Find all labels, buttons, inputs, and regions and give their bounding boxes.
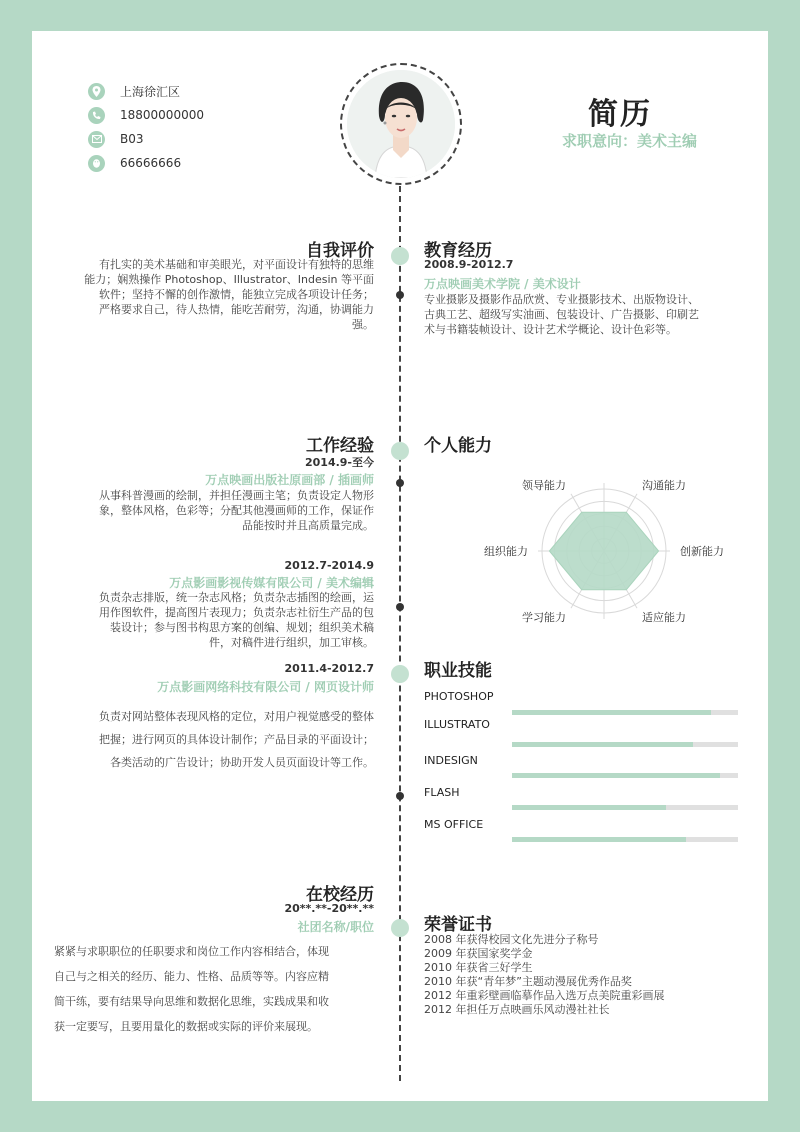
email-icon <box>88 131 105 148</box>
campus-date: 20**.**-20**.** <box>284 902 374 915</box>
avatar-frame <box>340 63 462 185</box>
job-description: 负责杂志排版，统一杂志风格；负责杂志插图的绘画，运 用作图软件，提高图片表现力；负责杂志社衍生产品的包 装设计；参与图书构思方案的创编、规划；组织美术稿 件，对稿件进行组织，加工审核。 <box>99 591 374 649</box>
radar-axis-label: 适应能力 <box>642 610 686 624</box>
abilities-heading: 个人能力 <box>424 436 492 456</box>
location-text: 上海徐汇区 <box>120 84 181 99</box>
honor-item: 2008 年获得校园文化先进分子称号 <box>424 933 599 946</box>
timeline-node <box>391 919 409 937</box>
campus-description: 紧紧与求职职位的任职要求和岗位工作内容相结合，体现 自己与之相关的经历、能力、性格、品质等等。内容应精 简干练，要有结果导向思维和数据化思维，实践成果和收 获一定要写，且要用量化的数据或实际的评价来展现。 <box>54 945 329 1033</box>
work-heading: 工作经验 <box>306 436 374 456</box>
avatar <box>347 70 455 178</box>
radar-axis-label: 创新能力 <box>680 545 724 558</box>
skill-bar <box>512 805 738 810</box>
honor-item: 2012 年重彩壁画临摹作品入选万点美院重彩画展 <box>424 989 665 1002</box>
skill-name: FLASH <box>424 786 460 799</box>
self-evaluation-heading: 自我评价 <box>306 241 374 261</box>
skill-bar <box>512 837 738 842</box>
timeline-node <box>391 247 409 265</box>
skill-bar-fill <box>512 805 666 810</box>
education-date: 2008.9-2012.7 <box>424 258 514 271</box>
timeline-dot <box>396 792 404 800</box>
skill-name: PHOTOSHOP <box>424 690 494 703</box>
skill-bar <box>512 773 738 778</box>
qq-text: 66666666 <box>120 156 182 170</box>
skill-bar-fill <box>512 710 711 715</box>
timeline-dot <box>396 291 404 299</box>
radar-axis-label: 学习能力 <box>522 610 566 624</box>
job-description: 负责对网站整体表现风格的定位，对用户视觉感受的整体 把握；进行网页的具体设计制作；产品目录的平面设计； 各类活动的广告设计；协助开发人员页面设计等工作。 <box>99 710 374 769</box>
resume-page <box>32 31 768 1101</box>
location-pin-icon <box>88 83 105 100</box>
contact-location <box>88 81 180 101</box>
education-courses: 专业摄影及摄影作品欣赏、专业摄影技术、出版物设计、 古典工艺、超级写实油画、包装设计、广告摄影、印刷艺 术与书籍装帧设计、设计艺术学概论、设计色彩等。 <box>424 293 699 336</box>
job-description: 从事科普漫画的绘制，并担任漫画主笔；负责设定人物形 象，整体风格，色彩等；分配其他漫画师的工作，保证作 品能按时并且高质量完成。 <box>99 489 374 532</box>
skill-bar-fill <box>512 837 686 842</box>
page-title: 简历 <box>588 97 652 132</box>
honor-item: 2009 年获国家奖学金 <box>424 947 533 960</box>
radar-axis-label: 沟通能力 <box>642 479 686 493</box>
phone-text: 18800000000 <box>120 108 204 122</box>
honor-item: 2010 年获“青年梦”主题动漫展优秀作品奖 <box>424 975 632 988</box>
skill-name: MS OFFICE <box>424 818 484 831</box>
skill-bar-fill <box>512 773 720 778</box>
job-date: 2011.4-2012.7 <box>284 662 374 675</box>
skills-heading: 职业技能 <box>424 661 492 681</box>
education-heading: 教育经历 <box>424 241 492 261</box>
contact-email <box>88 129 144 149</box>
self-evaluation-text: 有扎实的美术基础和审美眼光，对平面设计有独特的思维 能力；娴熟操作 Photoshop、Illustrator、Indesin 等平面 软件；坚持不懈的创作激情，能独立完成各项设计任务； 严格要求自己，待人热情，能吃苦耐劳，沟通，协调能力 强。 <box>84 258 374 331</box>
contact-qq <box>88 153 181 173</box>
timeline-node <box>391 442 409 460</box>
job-date: 2014.9-至今 <box>304 456 374 469</box>
penguin-icon <box>88 155 105 172</box>
job-org: 万点影画影视传媒有限公司 / 美术编辑 <box>169 576 374 590</box>
email-text: B03 <box>120 132 144 146</box>
job-org: 万点映画出版社原画部 / 插画师 <box>205 473 374 487</box>
job-date: 2012.7-2014.9 <box>284 559 374 572</box>
education-school: 万点映画美术学院 / 美术设计 <box>424 277 581 291</box>
phone-icon <box>88 107 105 124</box>
skill-bar-fill <box>512 742 693 747</box>
skill-bar <box>512 742 738 747</box>
honors-heading: 荣誉证书 <box>424 915 492 935</box>
ability-radar-chart <box>442 471 752 631</box>
radar-area <box>549 512 658 589</box>
contact-phone <box>88 105 204 125</box>
skill-name: ILLUSTRATO <box>424 718 490 731</box>
honor-item: 2010 年获省三好学生 <box>424 961 533 974</box>
timeline-dot <box>396 479 404 487</box>
radar-axis-label: 领导能力 <box>522 479 566 493</box>
timeline-node <box>391 665 409 683</box>
radar-axis-label: 组织能力 <box>484 545 528 558</box>
timeline-dot <box>396 603 404 611</box>
job-org: 万点影画网络科技有限公司 / 网页设计师 <box>157 680 374 694</box>
skill-bar <box>512 710 738 715</box>
job-objective: 求职意向：美术主编 <box>562 132 698 150</box>
honor-item: 2012 年担任万点映画乐风动漫社社长 <box>424 1003 610 1016</box>
skill-name: INDESIGN <box>424 754 478 767</box>
campus-heading: 在校经历 <box>306 885 374 905</box>
campus-org: 社团名称/职位 <box>297 920 374 934</box>
timeline-line <box>399 186 401 1081</box>
